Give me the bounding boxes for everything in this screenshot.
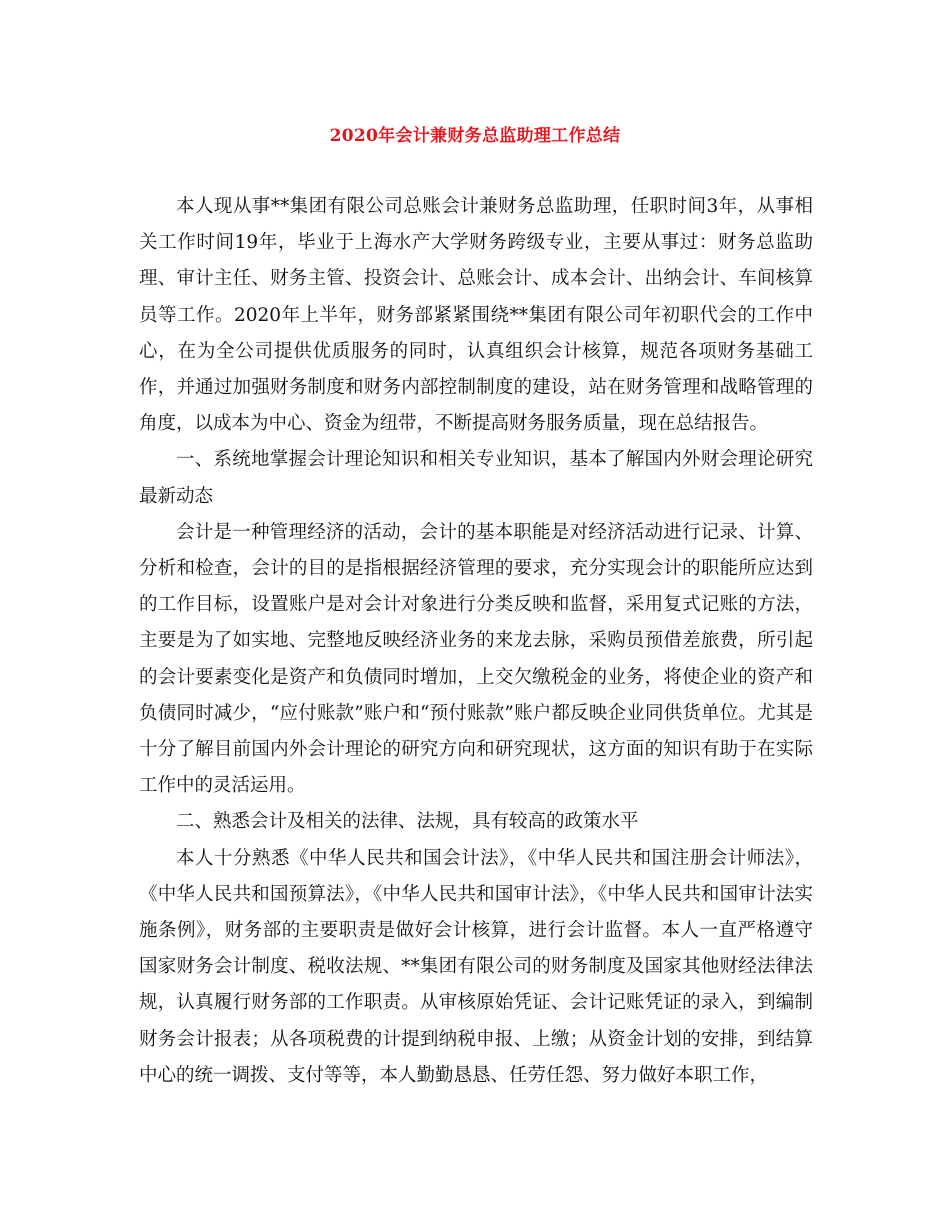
- section-1-paragraph: 会计是一种管理经济的活动，会计的基本职能是对经济活动进行记录、计算、分析和检查，会计的目的是指根据经济管理的要求，充分实现会计的职能所应达到的工作目标，设置账户是对会计对象进行分类反映和监督，采用复式记账的方法，主要是为了如实地、完整地反映经济业务的来龙去脉，采购员预借差旅费，所引起的会计要素变化是资产和负债同时增加，上交欠缴税金的业务，将使企业的资产和负债同时减少，“应付账款”账户和“预付账款”账户都反映企业同供货单位。尤其是十分了解目前国内外会计理论的研究方向和研究现状，这方面的知识有助于在实际工作中的灵活运用。: [139, 521, 813, 797]
- intro-paragraph: 本人现从事**集团有限公司总账会计兼财务总监助理，任职时间3年，从事相关工作时间19年，毕业于上海水产大学财务跨级专业，主要从事过：财务总监助理、审计主任、财务主管、投资会计、总账会计、成本会计、出纳会计、车间核算员等工作。2020年上半年，财务部紧紧围绕**集团有限公司年初职代会的工作中心，在为全公司提供优质服务的同时，认真组织会计核算，规范各项财务基础工作，并通过加强财务制度和财务内部控制制度的建设，站在财务管理和战略管理的角度，以成本为中心、资金为纽带，不断提高财务服务质量，现在总结报告。: [139, 196, 813, 435]
- section-heading-2: 二、熟悉会计及相关的法律、法规，具有较高的政策水平: [176, 811, 639, 833]
- document-title: 2020年会计兼财务总监助理工作总结: [329, 126, 621, 146]
- section-heading-1: 一、系统地掌握会计理论知识和相关专业知识，基本了解国内外财会理论研究最新动态: [139, 449, 813, 507]
- document-body: [139, 189, 813, 1094]
- section-2-paragraph: 本人十分熟悉《中华人民共和国会计法》，《中华人民共和国注册会计师法》，《中华人民共和国预算法》，《中华人民共和国审计法》，《中华人民共和国审计法实施条例》，财务部的主要职责是做好会计核算，进行会计监督。本人一直严格遵守国家财务会计制度、税收法规、**集团有限公司的财务制度及国家其他财经法律法规，认真履行财务部的工作职责。从审核原始凭证、会计记账凭证的录入，到编制财务会计报表；从各项税费的计提到纳税申报、上缴；从资金计划的安排，到结算中心的统一调拨、支付等等，本人勤勤恳恳、任劳任怨、努力做好本职工作，: [139, 847, 813, 1086]
